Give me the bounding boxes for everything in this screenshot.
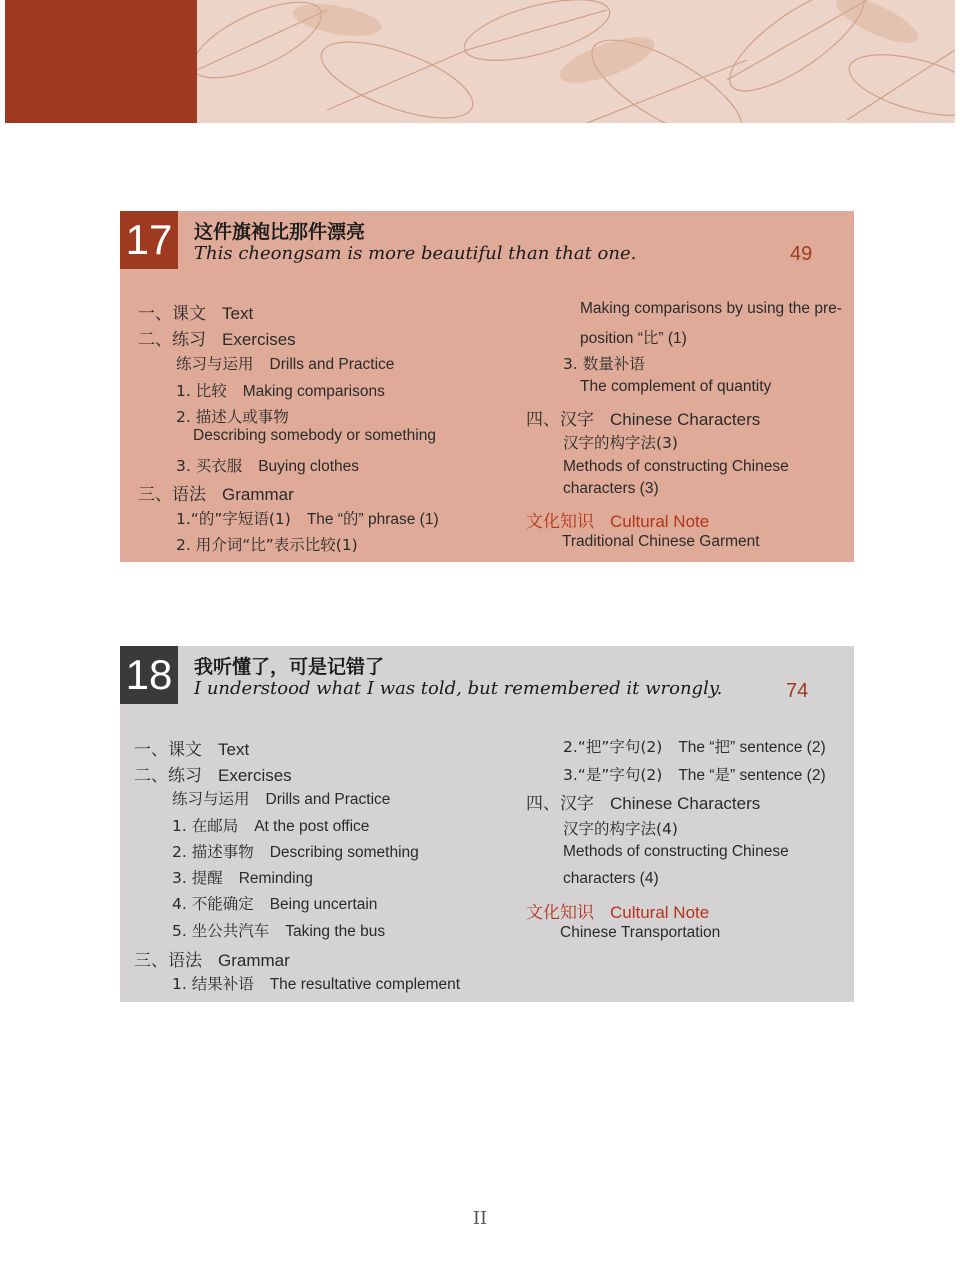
leaf-pattern: [197, 0, 955, 123]
toc-item-cultural-note: 文化知识 Cultural Note: [526, 903, 710, 923]
toc-subitem-english: Chinese Transportation: [560, 924, 721, 941]
unit-page-number: 74: [786, 680, 809, 702]
toc-subitem-english: characters (3): [563, 480, 659, 497]
header-leaf-banner: [197, 0, 955, 123]
toc-subitem-english: Methods of constructing Chinese: [563, 843, 789, 860]
toc-item-grammar: 三、语法 Grammar: [138, 485, 294, 505]
header-color-block: [5, 0, 197, 123]
toc-subitem: 5. 坐公共汽车 Taking the bus: [172, 922, 386, 940]
toc-subitem-english: The complement of quantity: [580, 378, 772, 395]
page-numeral: II: [472, 1208, 488, 1229]
toc-subitem-english: Methods of constructing Chinese: [563, 458, 789, 475]
toc-item-exercises: 二、练习 Exercises: [134, 766, 292, 786]
toc-subitem: 1. 在邮局 At the post office: [172, 817, 370, 835]
unit-17-box: [120, 211, 854, 562]
toc-subitem: 2.“把”字句(2) The “把” sentence (2): [563, 738, 826, 756]
toc-item-cultural-note: 文化知识 Cultural Note: [526, 512, 710, 532]
toc-item-text: 一、课文 Text: [138, 304, 254, 324]
toc-subitem-english: Making comparisons by using the pre-: [580, 300, 842, 317]
toc-subitem-drills: 练习与运用 Drills and Practice: [176, 355, 395, 373]
toc-subitem: 1.“的”字短语(1) The “的” phrase (1): [176, 510, 439, 528]
toc-item-grammar: 三、语法 Grammar: [134, 951, 290, 971]
unit-number-badge: 18: [120, 646, 178, 704]
toc-item-exercises: 二、练习 Exercises: [138, 330, 296, 350]
toc-subitem: 3. 提醒 Reminding: [172, 869, 313, 887]
toc-subitem: 3. 买衣服 Buying clothes: [176, 457, 360, 475]
unit-title-english: This cheongsam is more beautiful than that one.: [194, 243, 637, 264]
toc-subitem: 3.“是”字句(2) The “是” sentence (2): [563, 766, 826, 784]
toc-item-characters: 四、汉字 Chinese Characters: [526, 410, 761, 430]
unit-title-english: I understood what I was told, but remembered it wrongly.: [194, 678, 723, 699]
toc-item-text: 一、课文 Text: [134, 740, 250, 760]
toc-subitem: 4. 不能确定 Being uncertain: [172, 895, 378, 913]
toc-subitem-english: characters (4): [563, 870, 659, 887]
unit-title-chinese: 我听懂了，可是记错了: [194, 656, 385, 678]
toc-item-characters: 四、汉字 Chinese Characters: [526, 794, 761, 814]
toc-subitem-english: position “比” (1): [580, 330, 687, 347]
toc-subitem: 1. 比较 Making comparisons: [176, 382, 385, 400]
toc-subitem: 1. 结果补语 The resultative complement: [172, 975, 461, 993]
toc-subitem: 2. 描述人或事物: [176, 408, 289, 426]
toc-subitem-english: Describing somebody or something: [193, 427, 436, 444]
unit-18-box: [120, 646, 854, 1002]
unit-page-number: 49: [790, 243, 813, 265]
toc-subitem: 汉字的构字法(4): [563, 820, 678, 838]
toc-subitem: 汉字的构字法(3): [563, 434, 678, 452]
toc-subitem: 3. 数量补语: [563, 355, 645, 373]
toc-subitem-drills: 练习与运用 Drills and Practice: [172, 790, 391, 808]
toc-subitem: 2. 用介词“比”表示比较(1): [176, 536, 358, 554]
toc-subitem: 2. 描述事物 Describing something: [172, 843, 419, 861]
unit-title-chinese: 这件旗袍比那件漂亮: [194, 221, 366, 243]
toc-subitem-english: Traditional Chinese Garment: [562, 533, 760, 550]
unit-number-badge: 17: [120, 211, 178, 269]
